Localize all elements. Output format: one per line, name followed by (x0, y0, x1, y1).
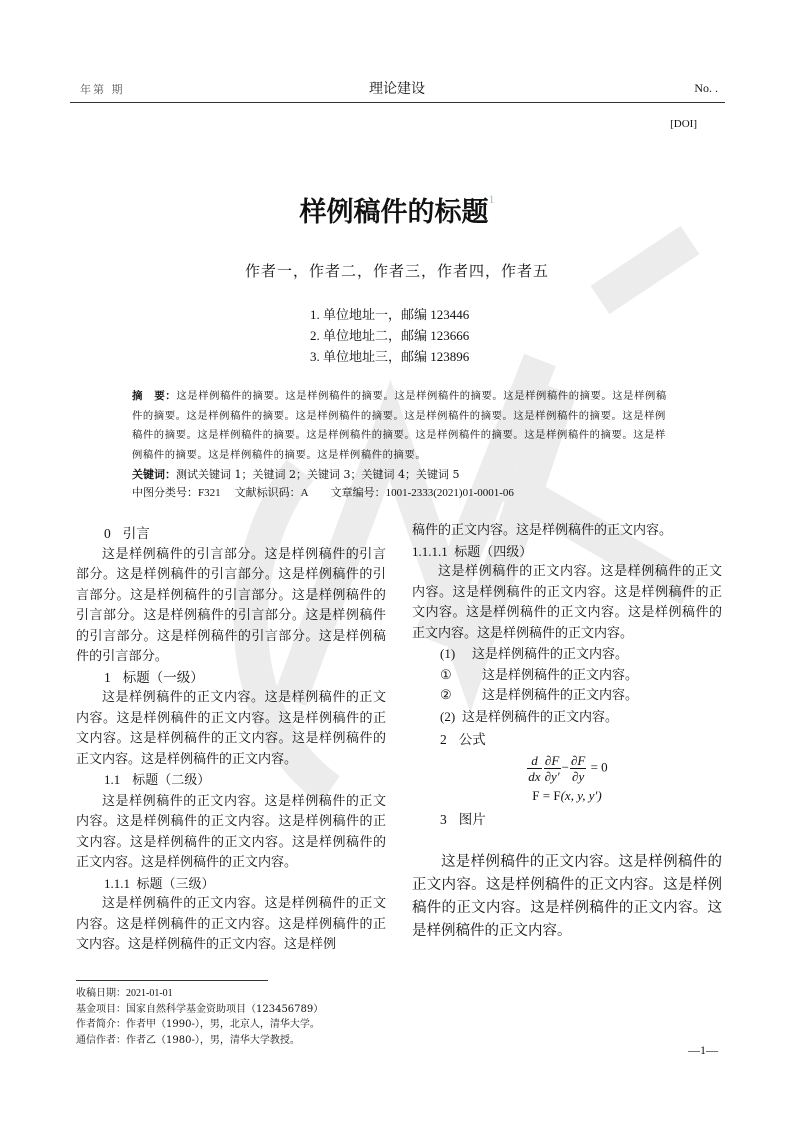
doc-code-label: 文献标识码： (234, 486, 301, 499)
affiliation-3: 3. 单位地址三，邮编 123896 (310, 349, 470, 364)
fund-project: 基金项目：国家自然科学基金资助项目（123456789） (76, 1003, 324, 1015)
equation-lhs: F = F (532, 787, 561, 803)
body-paragraph-sans: 这是样例稿件的正文内容。这是样例稿件的正文内容。这是样例稿件的正文内容。这是样例稿件的正文内容。这是样例稿件的正文内容。这是样例稿件的正文内容。 (412, 853, 722, 939)
article-number-label: 文章编号： (330, 486, 386, 499)
section-heading-1-1-1: 1.1.1 标题（三级） (104, 875, 215, 891)
section-title: 标题（二级） (132, 773, 211, 788)
equation-args: (x, y, y′) (560, 787, 602, 803)
received-date: 收稿日期：2021-01-01 (76, 988, 173, 999)
list-text: 这是样例稿件的正文内容。 (462, 709, 619, 725)
list-marker: ② (440, 688, 452, 703)
header-rule (70, 102, 725, 103)
left-column (76, 524, 386, 956)
section-number: 1 (104, 669, 111, 685)
intro-paragraph: 这是样例稿件的引言部分。这是样例稿件的引言部分。这是样例稿件的引言部分。这是样例稿件的引言部分。这是样例稿件的引言部分。这是样例稿件的引言部分。这是样例稿件的引言部分。这是样例稿件的引言部分。这是样例稿件的引言部分。这是样例稿件的引言部分。 (76, 546, 386, 664)
issue-label: 年第 期 (80, 83, 125, 96)
section-title: 公式 (458, 732, 486, 748)
right-column (412, 521, 722, 943)
list-marker: (1) (440, 646, 456, 661)
section-number: 1.1 (104, 772, 121, 787)
section-number: 3 (440, 812, 447, 827)
body-paragraph-continued: 稿件的正文内容。这是样例稿件的正文内容。 (412, 523, 673, 538)
title-footnote-marker[interactable]: 1 (488, 192, 495, 206)
section-heading-1-1-1-1: 1.1.1.1 标题（四级） (412, 543, 533, 559)
abstract (132, 387, 668, 465)
list-item (412, 686, 722, 707)
fraction-dF-dy: $\frac{\partial F}{\partial y}$ (570, 752, 586, 784)
doi-label: [DOI] (670, 118, 697, 130)
body-paragraph: 这是样例稿件的正文内容。这是样例稿件的正文内容。这是样例稿件的正文内容。这是样例稿件的正文内容。这是样例稿件的正文内容。这是样例稿件的正文内容。这是样例稿件的正文内容。 (76, 793, 386, 870)
section-heading-2 (412, 730, 722, 751)
minus-sign: − (561, 758, 569, 774)
list-item (412, 666, 722, 687)
doc-code-value: A (300, 487, 309, 499)
fraction-d-dx: $\frac{d}{dx}$ (528, 752, 541, 784)
keywords (132, 466, 459, 482)
keywords-text: 测试关键词 1；关键词 2；关键词 3；关键词 4；关键词 5 (176, 468, 460, 481)
author-bio: 作者简介：作者甲（1990-），男，北京人，清华大学。 (76, 1019, 320, 1030)
abstract-text: 这是样例稿件的摘要。这是样例稿件的摘要。这是样例稿件的摘要。这是样例稿件的摘要。这是样例稿件的摘要。这是样例稿件的摘要。这是样例稿件的摘要。这是样例稿件的摘要。这是样例稿件的摘要。这是样例稿件的摘要。这是样例稿件的摘要。这是样例稿件的摘要。这是样例稿件的摘要。这是样例稿件的摘要。这是样例稿件的摘要。这是样例稿件的摘要。这是样例稿件的摘要。 (132, 390, 667, 461)
affiliations (310, 304, 469, 367)
list-marker: (2) (440, 708, 456, 724)
classification-line (132, 484, 514, 500)
list-text: 这是样例稿件的正文内容。 (482, 667, 639, 683)
equation-rhs: = 0 (590, 758, 608, 774)
body-paragraph: 这是样例稿件的正文内容。这是样例稿件的正文内容。这是样例稿件的正文内容。这是样例稿件的正文内容。这是样例稿件的正文内容。这是样例稿件的正文内容。这是样例稿件的正文内容。 (412, 564, 722, 641)
affiliation-2: 2. 单位地址二，邮编 123666 (310, 328, 470, 343)
list-text: 这是样例稿件的正文内容。 (472, 647, 629, 662)
list-text: 这是样例稿件的正文内容。 (482, 688, 639, 703)
equation-functional (412, 786, 722, 807)
body-paragraph: 这是样例稿件的正文内容。这是样例稿件的正文内容。这是样例稿件的正文内容。这是样例稿件的正文内容。这是样例稿件的正文内容。这是样例稿件的正文内容。这是样例稿件的正文内容。 (76, 690, 386, 767)
section-title: 引言 (122, 526, 150, 542)
section-heading-0 (76, 524, 386, 545)
article-number-value: 1001-2333(2021)01-0001-06 (385, 487, 514, 499)
clc-value: F321 (198, 487, 221, 499)
section-number: 2 (440, 732, 447, 747)
abstract-label: 摘 要： (132, 390, 177, 402)
section-title: 图片 (458, 812, 486, 828)
affiliation-1: 1. 单位地址一，邮编 123446 (310, 307, 470, 322)
author-list: 作者一，作者二，作者三，作者四，作者五 (244, 262, 549, 280)
footnotes (76, 986, 323, 1048)
corresponding-author: 通信作者：作者乙（1980-），男，清华大学教授。 (76, 1034, 300, 1046)
section-heading-3 (412, 810, 722, 831)
section-heading-1 (76, 668, 386, 689)
keywords-label: 关键词： (132, 468, 176, 481)
title-text: 样例稿件的标题 (299, 197, 489, 228)
issue-number: No. . (694, 81, 718, 95)
section-number: 0 (104, 526, 111, 541)
clc-label: 中图分类号： (132, 486, 198, 499)
list-item (412, 644, 722, 666)
list-item (412, 707, 722, 729)
page-number: —1— (688, 1043, 718, 1057)
paper-title (0, 190, 794, 229)
section-title: 标题（一级） (122, 669, 204, 686)
body-paragraph: 这是样例稿件的正文内容。这是样例稿件的正文内容。这是样例稿件的正文内容。这是样例稿件的正文内容。这是样例稿件的正文内容。这是样例 (76, 896, 386, 952)
fraction-dF-dy-prime: $\frac{\partial F}{\partial y'}$ (544, 752, 560, 784)
footnote-rule (76, 980, 268, 981)
section-heading-1-1 (76, 770, 386, 792)
journal-name: 理论建设 (369, 81, 425, 97)
list-marker: ① (440, 667, 452, 683)
equation-euler-lagrange (412, 753, 722, 784)
